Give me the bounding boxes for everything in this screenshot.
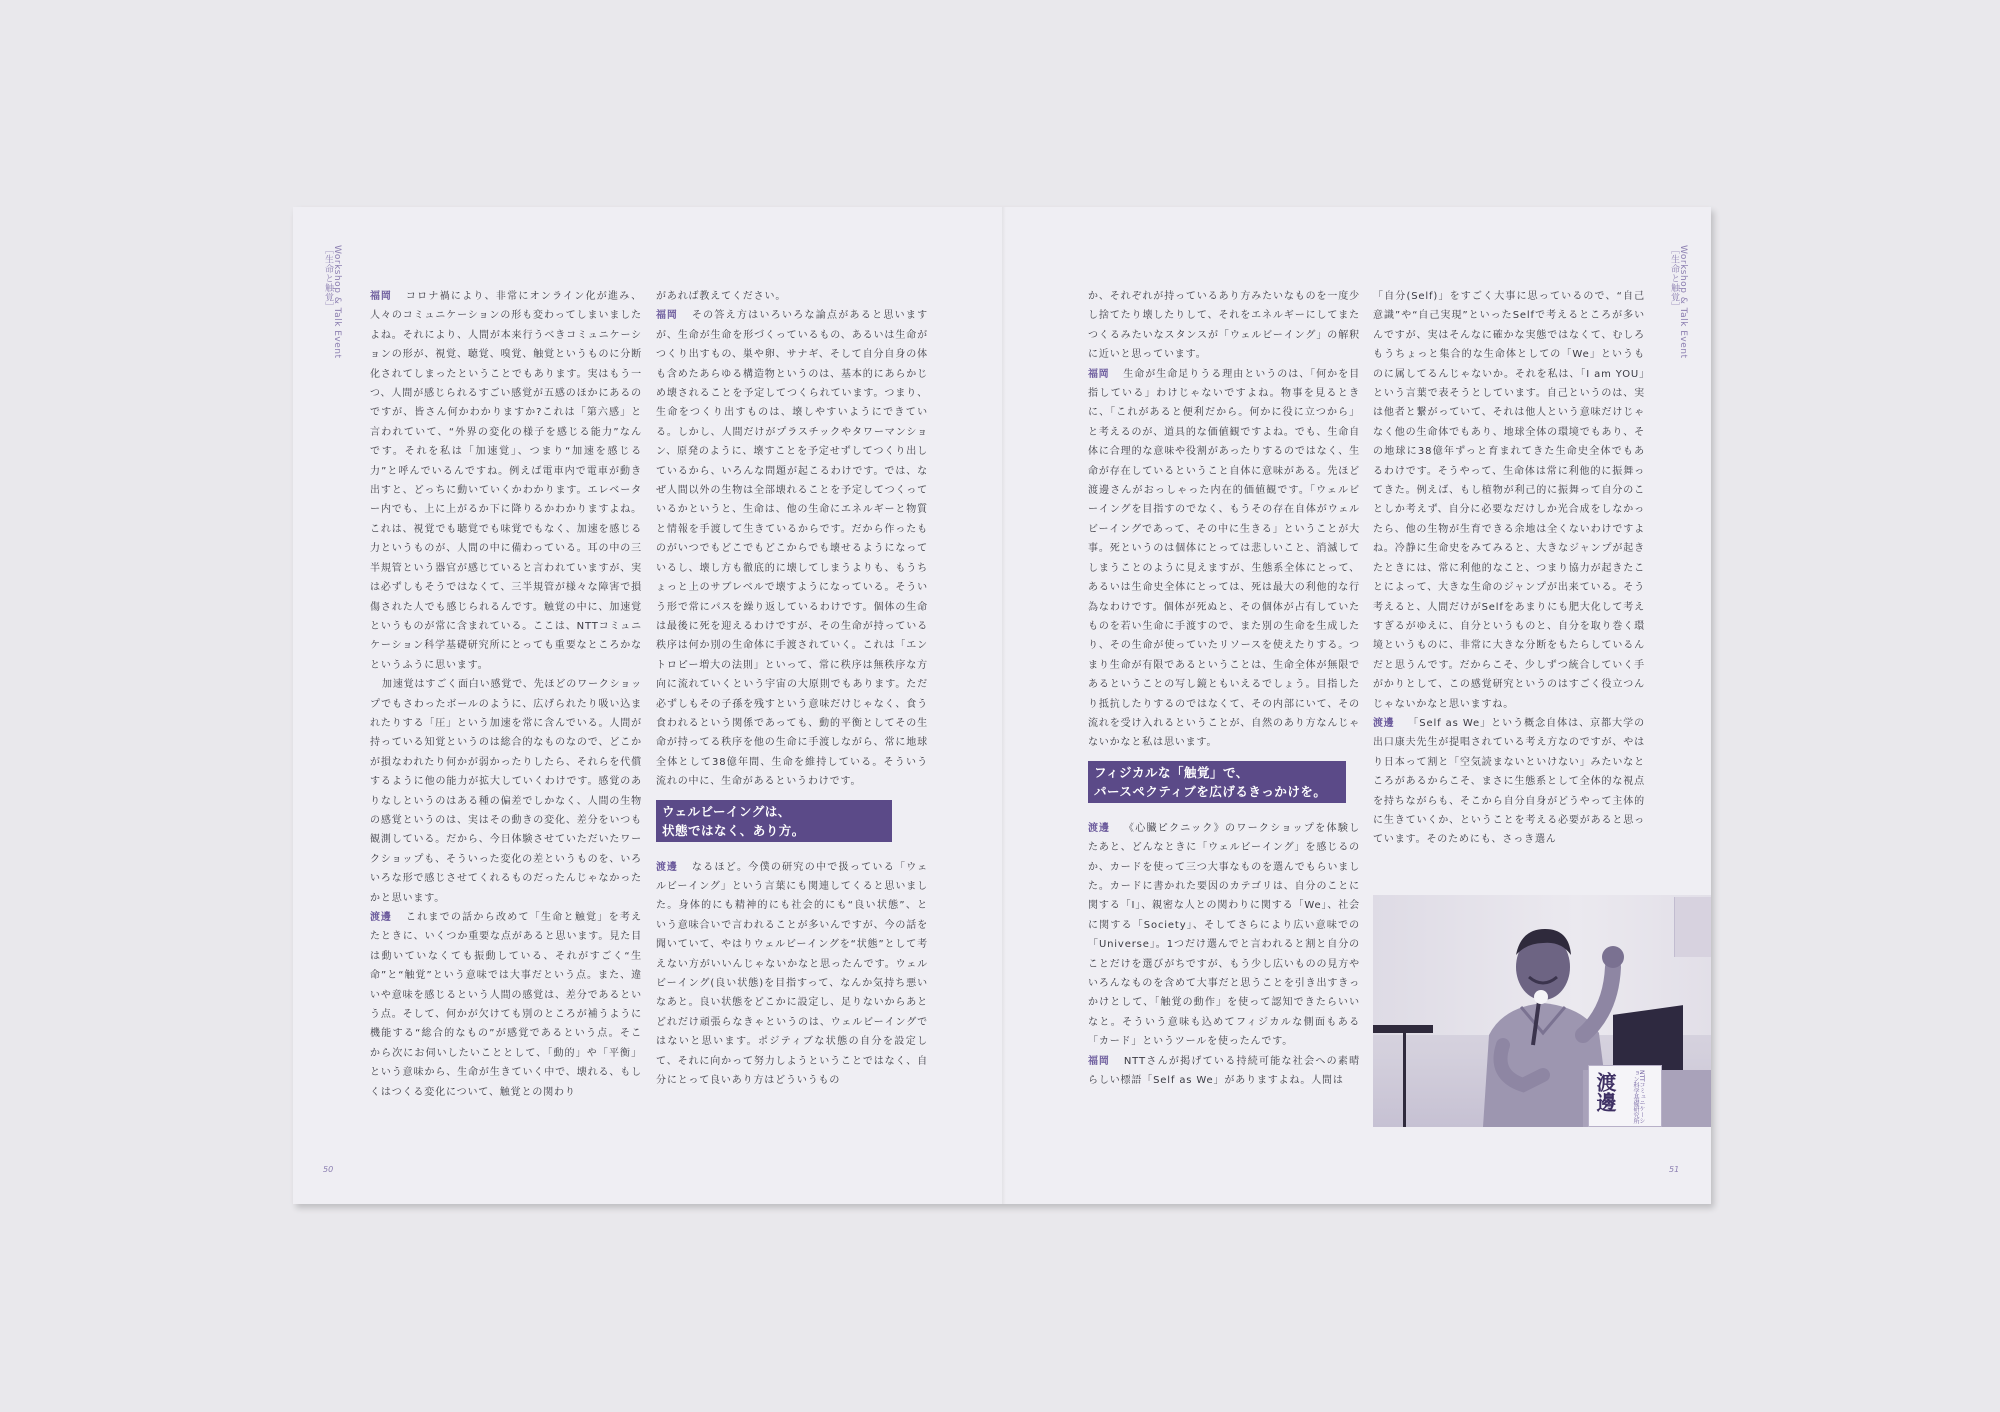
paragraph [1373, 287, 1645, 714]
text-column-3 [1088, 287, 1360, 1132]
paragraph-text: NTTさんが掲げている持続可能な社会への素晴らしい標語「Self as We」がありますよね。人間は [1088, 1055, 1360, 1087]
text-column-4 [1373, 287, 1645, 887]
paragraph-text: 加速覚はすごく面白い感覚で、先ほどのワークショップでもさわったボールのように、広げられたり吸い込まれたりする「圧」という加速を常に含んでいる。人間が持っている知覚というのは総合的なものなので、どこかが損なわれたり何かが弱かったりしたら、それらを代償するように他の能力が拡大していくわけです。感覚のありなしというのはある種の偏差でしかなく、人間の生物の感覚というのは、実はその動きの変化、差分をいつも観測している。だから、今日体験させていただいたワークショップも、そういった変化の差というものを、いろいろな形で感じさせてくれるものだったんじゃなかったかと思います。 [370, 679, 642, 904]
side-label-left-subtitle: ［生命と触覚］ [323, 245, 333, 312]
paragraph-text: なるほど。今僕の研究の中で扱っている「ウェルビーイング」という言葉にも関連してくると思いました。身体的にも精神的にも社会的にも“良い状態”、という意味合いで言われることが多いんですが、今の話を聞いていて、やはりウェルビーイングを“状態”として考えない方がいいんじゃないかなと思ったんです。ウェルビーイング(良い状態)を目指すって、なんか気持ち悪いなあと。良い状態をどこかに設定し、足りないからあとどれだけ頑張らなきゃというのは、ウェルビーイングではないと思います。ポジティブな状態の自分を設定して、それに向かって努力しようということではなく、自分にとって良いあり方はどういうもの [656, 861, 929, 1087]
center-fold [1002, 207, 1006, 1204]
speaker-name: 渡邊 [1373, 717, 1395, 729]
magazine-spread [293, 207, 1711, 1204]
paragraph [656, 287, 928, 306]
speaker-name: 渡邊 [1088, 822, 1110, 834]
paragraph [656, 306, 928, 791]
speaker-name: 福岡 [656, 310, 678, 322]
paragraph-text: コロナ禍により、非常にオンライン化が進み、人々のコミュニケーションの形も変わってしまいましたよね。それにより、人間が本来行うべきコミュニケーションの形が、視覚、聴覚、嗅覚、触覚というものに分断化されてしまったということでもあります。実はもう一つ、人間が感じられるすごい感覚が五感のほかにあるのですが、皆さん何かわかりますか?これは「第六感」と言われていて、“外界の変化の様子を感じる能力”なんです。それを私は「加速覚」、つまり“加速を感じる力”と呼んでいるんですね。例えば電車内で電車が動き出すと、どっちに動いていくかわかります。エレベーター内でも、上に上がるか下に降りるかわかりますよね。これは、視覚でも聴覚でも味覚でもなく、加速を感じる力というものが、人間の中に備わっている。耳の中の三半規管という器官が感じていると言われていますが、実は必ずしもそうではなくて、三半規管が様々な障害で損傷された人でも感じられるんです。触覚の中に、加速覚というものが常に含まれている。ここは、NTTコミュニケーション科学基礎研究所にとっても重要なところかなというふうに思います。 [370, 291, 643, 671]
section-heading [656, 800, 892, 842]
nameplate-name: 渡邊 [1593, 1072, 1617, 1112]
speaker-nameplate [1588, 1065, 1662, 1127]
paragraph [1088, 1052, 1360, 1091]
side-label-right-subtitle: ［生命と触覚］ [1669, 245, 1679, 312]
section-heading-line: ウェルビーイングは、 [662, 803, 791, 819]
speaker-name: 福岡 [1088, 368, 1110, 380]
nameplate-affiliation: NTTコミュニケーション科学基礎研究所 [1632, 1070, 1645, 1124]
paragraph-text: これまでの話から改めて「生命と触覚」を考えたときに、いくつか重要な点があると思います。見た目は動いていなくても振動している、それがすごく“生命”と“触覚”という意味では大事だという点。また、違いや意味を感じるという人間の感覚は、差分であるという点。そして、何かが欠けても別のところが補うように機能する“総合的なもの”が感覚であるという点。そこから次にお伺いしたいこととして、「動的」や「平衡」という意味から、生命が生きていく中で、壊れる、もしくはつくる変化について、触覚との関わり [370, 912, 643, 1098]
paragraph [1088, 819, 1360, 1052]
paragraph-text: 生命が生命足りうる理由というのは、「何かを目指している」わけじゃないですよね。物事を見るときに、「これがあると便利だから。何かに役に立つから」と考えるのが、道具的な価値観ですよね。でも、生命自体に合理的な意味や役割があったりするのではなく、生命が存在しているということ自体に意味がある。先ほど渡邊さんがおっしゃった内在的価値観です。「ウェルビーイングを目指すのでなく、もうその存在自体がウェルビーイングであって、その中に生きる」ということが大事。死というのは個体にとっては悲しいこと、消滅してしまうことのように見えますが、生態系全体にとって、あるいは生命史全体にとっては、死は最大の利他的な行為なわけです。個体が死ぬと、その個体が占有していたものを若い生命に手渡すので、また別の生命を生成したり、その生命が使っていたリソースを使えたりする。つまり生命が有限であるということは、生命全体が無限であるということの写し鏡ともいえるでしょう。目指したり抵抗したりするのではなくて、その内部にいて、その流れを受け入れるということが、自然のあり方なんじゃないかなと私は思います。 [1088, 368, 1361, 749]
paragraph [1373, 714, 1645, 850]
paragraph-text: その答え方はいろいろな論点があると思いますが、生命が生命を形づくっているもの、あるいは生命がつくり出すもの、巣や卵、サナギ、そして自分自身の体も含めたあらゆる構造物というのは、基本的にあらかじめ壊されることを予定してつくられています。つまり、生命をつくり出すものは、壊しやすいようにできている。しかし、人間だけがプラスチックやタワーマンション、原発のように、壊すことを予定せずしてつくり出しているから、いろんな問題が起こるわけです。では、なぜ人間以外の生物は全部壊れることを予定してつくっているかというと、生命は、他の生命にエネルギーと物質と情報を手渡して生きているからです。だから作ったものがいつでもどこでもどこからでも壊せるようになっているし、壊し方も徹底的に壊してしまうよりも、もうちょっと上のサブレベルで壊すようになっている。そういう形で常にパスを繰り返しているわけです。個体の生命は最後に死を迎えるわけですが、その生命が持っている秩序は何か別の生命体に手渡されていく。これは「エントロピー増大の法則」といって、常に秩序は無秩序な方向に流れていくという宇宙の大原則でもあります。ただ必ずしもその子孫を残すという意味だけじゃなく、食う食われるという関係であっても、動的平衡としてその生命が持ってる秩序を他の生命に手渡しながら、常に地球全体として38億年間、生命を維持している。そういう流れの中に、生命があるというわけです。 [656, 310, 929, 788]
side-label-left-title: Workshop & Talk Event [332, 245, 342, 359]
speaker-name: 渡邊 [370, 912, 392, 923]
section-heading-line: パースペクティブを広げるきっかけを。 [1094, 783, 1327, 799]
speaker-name: 福岡 [1088, 1055, 1110, 1067]
paragraph-text: 「Self as We」という概念自体は、京都大学の出口康夫先生が提唱されている考え方なのですが、やはり日本って割と「空気読まないといけない」みたいなところがあるからこそ、まさに生態系として全体的な視点を持ちながらも、そこから自分自身がどうやって主体的に生きていくか、ということを考える必要があると思っています。そのためにも、さっき選ん [1373, 717, 1645, 846]
paragraph-text: があれば教えてください。 [656, 291, 787, 302]
text-column-2 [656, 287, 928, 1132]
paragraph [370, 287, 642, 675]
text-column-1 [370, 287, 642, 1132]
paragraph [370, 908, 642, 1102]
photo-poster [1674, 897, 1711, 957]
side-label-left [323, 245, 341, 359]
photo-side-table [1373, 1025, 1433, 1033]
speaker-photo [1373, 895, 1711, 1127]
paragraph-text: 《心臓ピクニック》のワークショップを体験したあと、どんなときに「ウェルビーイング」を感じるのか、カードを使って三つ大事なものを選んでもらいました。カードに書かれた要因のカテゴリは、自分のことに関する「I」、親密な人との関わりに関する「We」、社会に関する「Society」、そしてさらにより広い意味での「Universe」。1つだけ選んでと言われると割と自分のことだけを選びがちですが、もう少し広いものの見方やいろんなものを含めて大事だと思うことを引き出すきっかけとして、「触覚の動作」を使って認知できたらいいなと。そういう意味も込めてフィジカルな側面もある「カード」というツールを使ったんです。 [1088, 822, 1360, 1048]
paragraph [1088, 365, 1360, 753]
paragraph-text: か、それぞれが持っているあり方みたいなものを一度少し捨てたり壊したりして、それをエネルギーにしてまたつくるみたいなスタンスが「ウェルビーイング」の解釈に近いと思っています。 [1088, 291, 1360, 361]
section-heading-line: フィジカルな「触覚」で、 [1094, 764, 1249, 780]
paragraph [1088, 287, 1360, 365]
paragraph [656, 858, 928, 1091]
section-heading-line: 状態ではなく、あり方。 [662, 822, 805, 838]
side-label-right-title: Workshop & Talk Event [1678, 245, 1688, 359]
page-number-left: 50 [323, 1165, 334, 1174]
speaker-name: 福岡 [370, 291, 392, 302]
photo-table-leg [1403, 1033, 1406, 1127]
page-number-right: 51 [1669, 1165, 1680, 1174]
side-label-right [1669, 245, 1687, 359]
paragraph [370, 675, 642, 908]
paragraph-text: 「自分(Self)」をすごく大事に思っているので、“自己意識”や“自己実現”といったSelfで考えるところが多いんですが、実はそんなに確かな実態ではなくて、むしろもうちょっと集合的な生命体としての「We」というものに属してるんじゃないか。それを私は、「I am YOU」という言葉で表そうとしています。自己というのは、実は他者と繋がっていて、それは他人という意味だけじゃなく他の生命体でもあり、地球全体の環境でもあり、その地球に38億年ずっと育まれてきた生命史全体でもあるわけです。そうやって、生命体は常に利他的に振舞ってきた。例えば、もし植物が利己的に振舞って自分のことしか考えず、自分に必要なだけしか光合成をしなかったら、他の生物が生育できる余地は全くないわけですよね。冷静に生命史をみてみると、大きなジャンプが起きたときには、常に利他的なこと、つまり協力が起きたことによって、大きな生命のジャンプが出来ている。そう考えると、人間だけがSelfをあまりにも肥大化して考えすぎるがゆえに、自分というものと、自分を取り巻く環境というものに、非常に大きな分断をもたらしているんだと思うんです。だからこそ、少しずつ統合していく手がかりとして、この感覚研究というのはすごく役立つんじゃないかなと思いますね。 [1373, 291, 1645, 710]
speaker-name: 渡邊 [656, 861, 678, 873]
section-heading [1088, 761, 1346, 803]
